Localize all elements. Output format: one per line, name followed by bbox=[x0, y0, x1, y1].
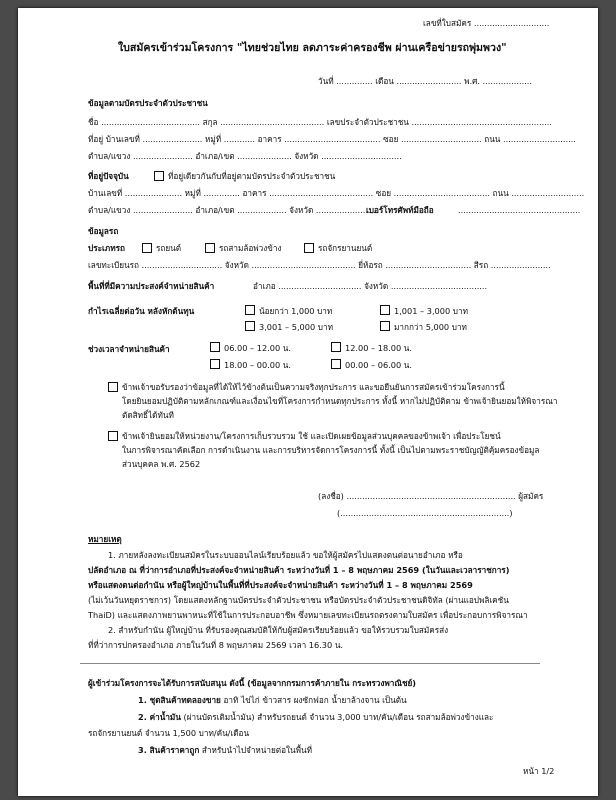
application-form-page bbox=[18, 8, 598, 796]
id-section-heading: ข้อมูลตามบัตรประจำตัวประชาชน bbox=[88, 98, 208, 108]
consent-pdpa-line3: ส่วนบุคคล พ.ศ. 2562 bbox=[122, 459, 201, 469]
note1-line4: (ไม่เว้นวันหยุดราชการ) โดยแสดงหลักฐานบัตรประจำตัวประชาชน หรือบัตรประจำตัวประชาชนดิจิทัล (ผ่านแอปพลิเคชัน bbox=[88, 595, 509, 605]
consent-certify-line2: โดยยินยอมปฏิบัติตามหลักเกณฑ์และเงื่อนไขที่โครงการกำหนดทุกประการ ทั้งนี้ หากไม่ปฏิบัติตาม ข้าพเจ้ายินยอมให้พิจารณา bbox=[122, 396, 558, 406]
benefit1-text: อาทิ ไข่ไก่ ข้าวสาร ผงซักฟอก น้ำยาล้างจาน เป็นต้น bbox=[223, 695, 407, 705]
time-option-4: 00.00 – 06.00 น. bbox=[345, 360, 412, 370]
benefit2-line2: รถจักรยานยนต์ จำนวน 1,500 บาท/คัน/เดือน bbox=[88, 728, 250, 738]
current-address-heading: ที่อยู่ปัจจุบัน bbox=[88, 171, 129, 181]
consent-certify-line1: ข้าพเจ้าขอรับรองว่าข้อมูลที่ได้ให้ไว้ข้างต้นเป็นความจริงทุกประการ และขอยืนยันการสมัครเข้าร่วมโครงการนี้ bbox=[122, 382, 505, 392]
note1-line3: หรือแสดงตนต่อกำนัน หรือผู้ใหญ่บ้านในพื้นที่ที่ประสงค์จะจำหน่ายสินค้า ระหว่างวันที่ 1 – 8 พฤษภาคม 2569 bbox=[88, 580, 473, 590]
car-section-heading: ข้อมูลรถ bbox=[88, 226, 119, 236]
car-type-tricycle-label: รถสามล้อพ่วงข้าง bbox=[219, 243, 282, 253]
application-number: เลขที่ใบสมัคร ............................. bbox=[423, 18, 550, 28]
benefit2-text: (ผ่านบัตรเติมน้ำมัน) สำหรับรถยนต์ จำนวน 3,000 บาท/คัน/เดือน รถสามล้อพ่วงข้างและ bbox=[183, 712, 494, 722]
sales-area-field[interactable]: อำเภอ ................................ จังหวัด ..................................... bbox=[253, 281, 488, 291]
car-type-checkbox-tricycle[interactable] bbox=[205, 243, 215, 253]
profit-option-3: 3,001 – 5,000 บาท bbox=[259, 322, 333, 332]
same-address-checkbox[interactable] bbox=[154, 171, 164, 181]
current-row-address[interactable]: บ้านเลขที่ ...................... หมู่ที่ .............. อาคาร ........................................ ซอย ..................................... ถนน ............................ bbox=[88, 188, 585, 198]
time-option-2: 12.00 – 18.00 น. bbox=[345, 343, 412, 353]
consent-pdpa-checkbox[interactable] bbox=[108, 431, 118, 441]
consent-pdpa-line2: ในการพิจารณาคัดเลือก การดำเนินงาน และการบริหารจัดการโครงการนี้ ทั้งนี้ เป็นไปตามพระราชบัญญัติคุ้มครองข้อมูล bbox=[122, 445, 540, 455]
current-row-district[interactable]: ตำบล/แขวง ....................... อำเภอ/เขต ................... จังหวัด ........................ bbox=[88, 205, 379, 215]
time-checkbox-1[interactable] bbox=[210, 342, 220, 352]
mobile-phone-field[interactable]: ............................................... bbox=[458, 205, 581, 215]
consent-certify-line3: ตัดสิทธิ์ได้ทันที bbox=[122, 410, 174, 420]
car-plate-row[interactable]: เลขทะเบียนรถ ............................... จังหวัด ........................................ ยี่ห้อรถ ................................. สีรถ ....................... bbox=[88, 260, 551, 270]
benefit3-text: สำหรับนำไปจำหน่ายต่อในพื้นที่ bbox=[201, 745, 313, 755]
car-type-checkbox-motorcycle[interactable] bbox=[304, 243, 314, 253]
profit-checkbox-2[interactable] bbox=[380, 305, 390, 315]
note1-line5: ThaiD) และแสดงภาพยานพาหนะที่ใช้ในการประกอบอาชีพ ซึ่งหมายเลขทะเบียนรถตรงตามใบสมัคร เพื่อประกอบการพิจารณา bbox=[88, 610, 528, 620]
profit-option-4: มากกว่า 5,000 บาท bbox=[394, 322, 467, 332]
id-row-address[interactable]: ที่อยู่ บ้านเลขที่ ....................... หมู่ที่ ............ อาคาร ..................................... ซอย ............................... ถนน ............................ bbox=[88, 134, 576, 144]
signature-line[interactable]: (ลงชื่อ) ................................................................. ผู้สมัคร bbox=[318, 491, 544, 501]
same-address-label: ที่อยู่เดียวกันกับที่อยู่ตามบัตรประจำตัวประชาชน bbox=[168, 171, 336, 181]
benefit1-head: 1. ชุดสินค้าทดลองขาย bbox=[138, 695, 221, 705]
time-option-3: 18.00 – 00.00 น. bbox=[224, 360, 291, 370]
profit-checkbox-1[interactable] bbox=[245, 305, 255, 315]
consent-certify-checkbox[interactable] bbox=[108, 382, 118, 392]
car-type-label: ประเภทรถ bbox=[88, 243, 125, 253]
benefit1 bbox=[138, 695, 407, 705]
car-type-checkbox-car[interactable] bbox=[142, 243, 152, 253]
benefit2 bbox=[138, 712, 493, 722]
consent-pdpa-line1: ข้าพเจ้ายินยอมให้หน่วยงาน/โครงการเก็บรวบรวม ใช้ และเปิดเผยข้อมูลส่วนบุคคลของข้าพเจ้า เพื่อประโยชน์ bbox=[122, 431, 501, 441]
sales-area-label: พื้นที่ที่มีความประสงค์จำหน่ายสินค้า bbox=[88, 281, 215, 291]
notes-heading: หมายเหตุ bbox=[88, 534, 122, 544]
note2-line1: 2. สำหรับกำนัน ผู้ใหญ่บ้าน ที่รับรองคุณสมบัติให้กับผู้สมัครเรียบร้อยแล้ว ขอให้รวบรวมใบสมัครส่ง bbox=[108, 625, 449, 635]
signature-name-line[interactable]: (.................................................................) bbox=[337, 508, 513, 518]
benefit2-head: 2. ค่าน้ำมัน bbox=[138, 712, 181, 722]
car-type-motorcycle-label: รถจักรยานยนต์ bbox=[318, 243, 373, 253]
id-row-district[interactable]: ตำบล/แขวง ....................... อำเภอ/เขต ..................... จังหวัด ............................... bbox=[88, 151, 402, 161]
date-line[interactable]: วันที่ .............. เดือน ......................... พ.ศ. ................... bbox=[318, 76, 532, 86]
car-type-car-label: รถยนต์ bbox=[156, 243, 182, 253]
profit-label: กำไรเฉลี่ยต่อวัน หลังหักต้นทุน bbox=[88, 306, 195, 316]
note1-line2: ปลัดอำเภอ ณ ที่ว่าการอำเภอที่ประสงค์จะจำหน่ายสินค้า ระหว่างวันที่ 1 – 8 พฤษภาคม 2569 (ในวันและเวลาราชการ) bbox=[88, 565, 510, 575]
time-checkbox-4[interactable] bbox=[331, 359, 341, 369]
time-checkbox-2[interactable] bbox=[331, 342, 341, 352]
time-checkbox-3[interactable] bbox=[210, 359, 220, 369]
note2-line2: ที่ที่ว่าการปกครองอำเภอ ภายในวันที่ 8 พฤษภาคม 2569 เวลา 16.30 น. bbox=[88, 640, 344, 650]
time-option-1: 06.00 – 12.00 น. bbox=[224, 343, 291, 353]
benefit3 bbox=[138, 745, 312, 755]
profit-checkbox-4[interactable] bbox=[380, 321, 390, 331]
note1-line1: 1. ภายหลังลงทะเบียนสมัครในระบบออนไลน์เรียบร้อยแล้ว ขอให้ผู้สมัครไปแสดงตนต่อนายอำเภอ หรือ bbox=[108, 550, 463, 560]
profit-option-1: น้อยกว่า 1,000 บาท bbox=[259, 306, 333, 316]
id-row-name[interactable]: ชื่อ ...................................... สกุล ........................................ เลขประจำตัวประชาชน ...................................................... bbox=[88, 117, 553, 127]
benefits-heading: ผู้เข้าร่วมโครงการจะได้รับการสนับสนุน ดังนี้ (ข้อมูลจากกรมการค้าภายใน กระทรวงพาณิชย์) bbox=[88, 678, 417, 688]
mobile-phone-label: เบอร์โทรศัพท์มือถือ bbox=[366, 205, 434, 215]
profit-option-2: 1,001 – 3,000 บาท bbox=[394, 306, 468, 316]
benefit3-head: 3. สินค้าราคาถูก bbox=[138, 745, 200, 755]
form-title: ใบสมัครเข้าร่วมโครงการ "ไทยช่วยไทย ลดภาระค่าครองชีพ ผ่านเครือข่ายรถพุ่มพวง" bbox=[118, 42, 507, 54]
sales-time-label: ช่วงเวลาจำหน่ายสินค้า bbox=[88, 344, 170, 354]
page-number: หน้า 1/2 bbox=[523, 766, 555, 776]
profit-checkbox-3[interactable] bbox=[245, 321, 255, 331]
section-divider bbox=[80, 663, 540, 664]
